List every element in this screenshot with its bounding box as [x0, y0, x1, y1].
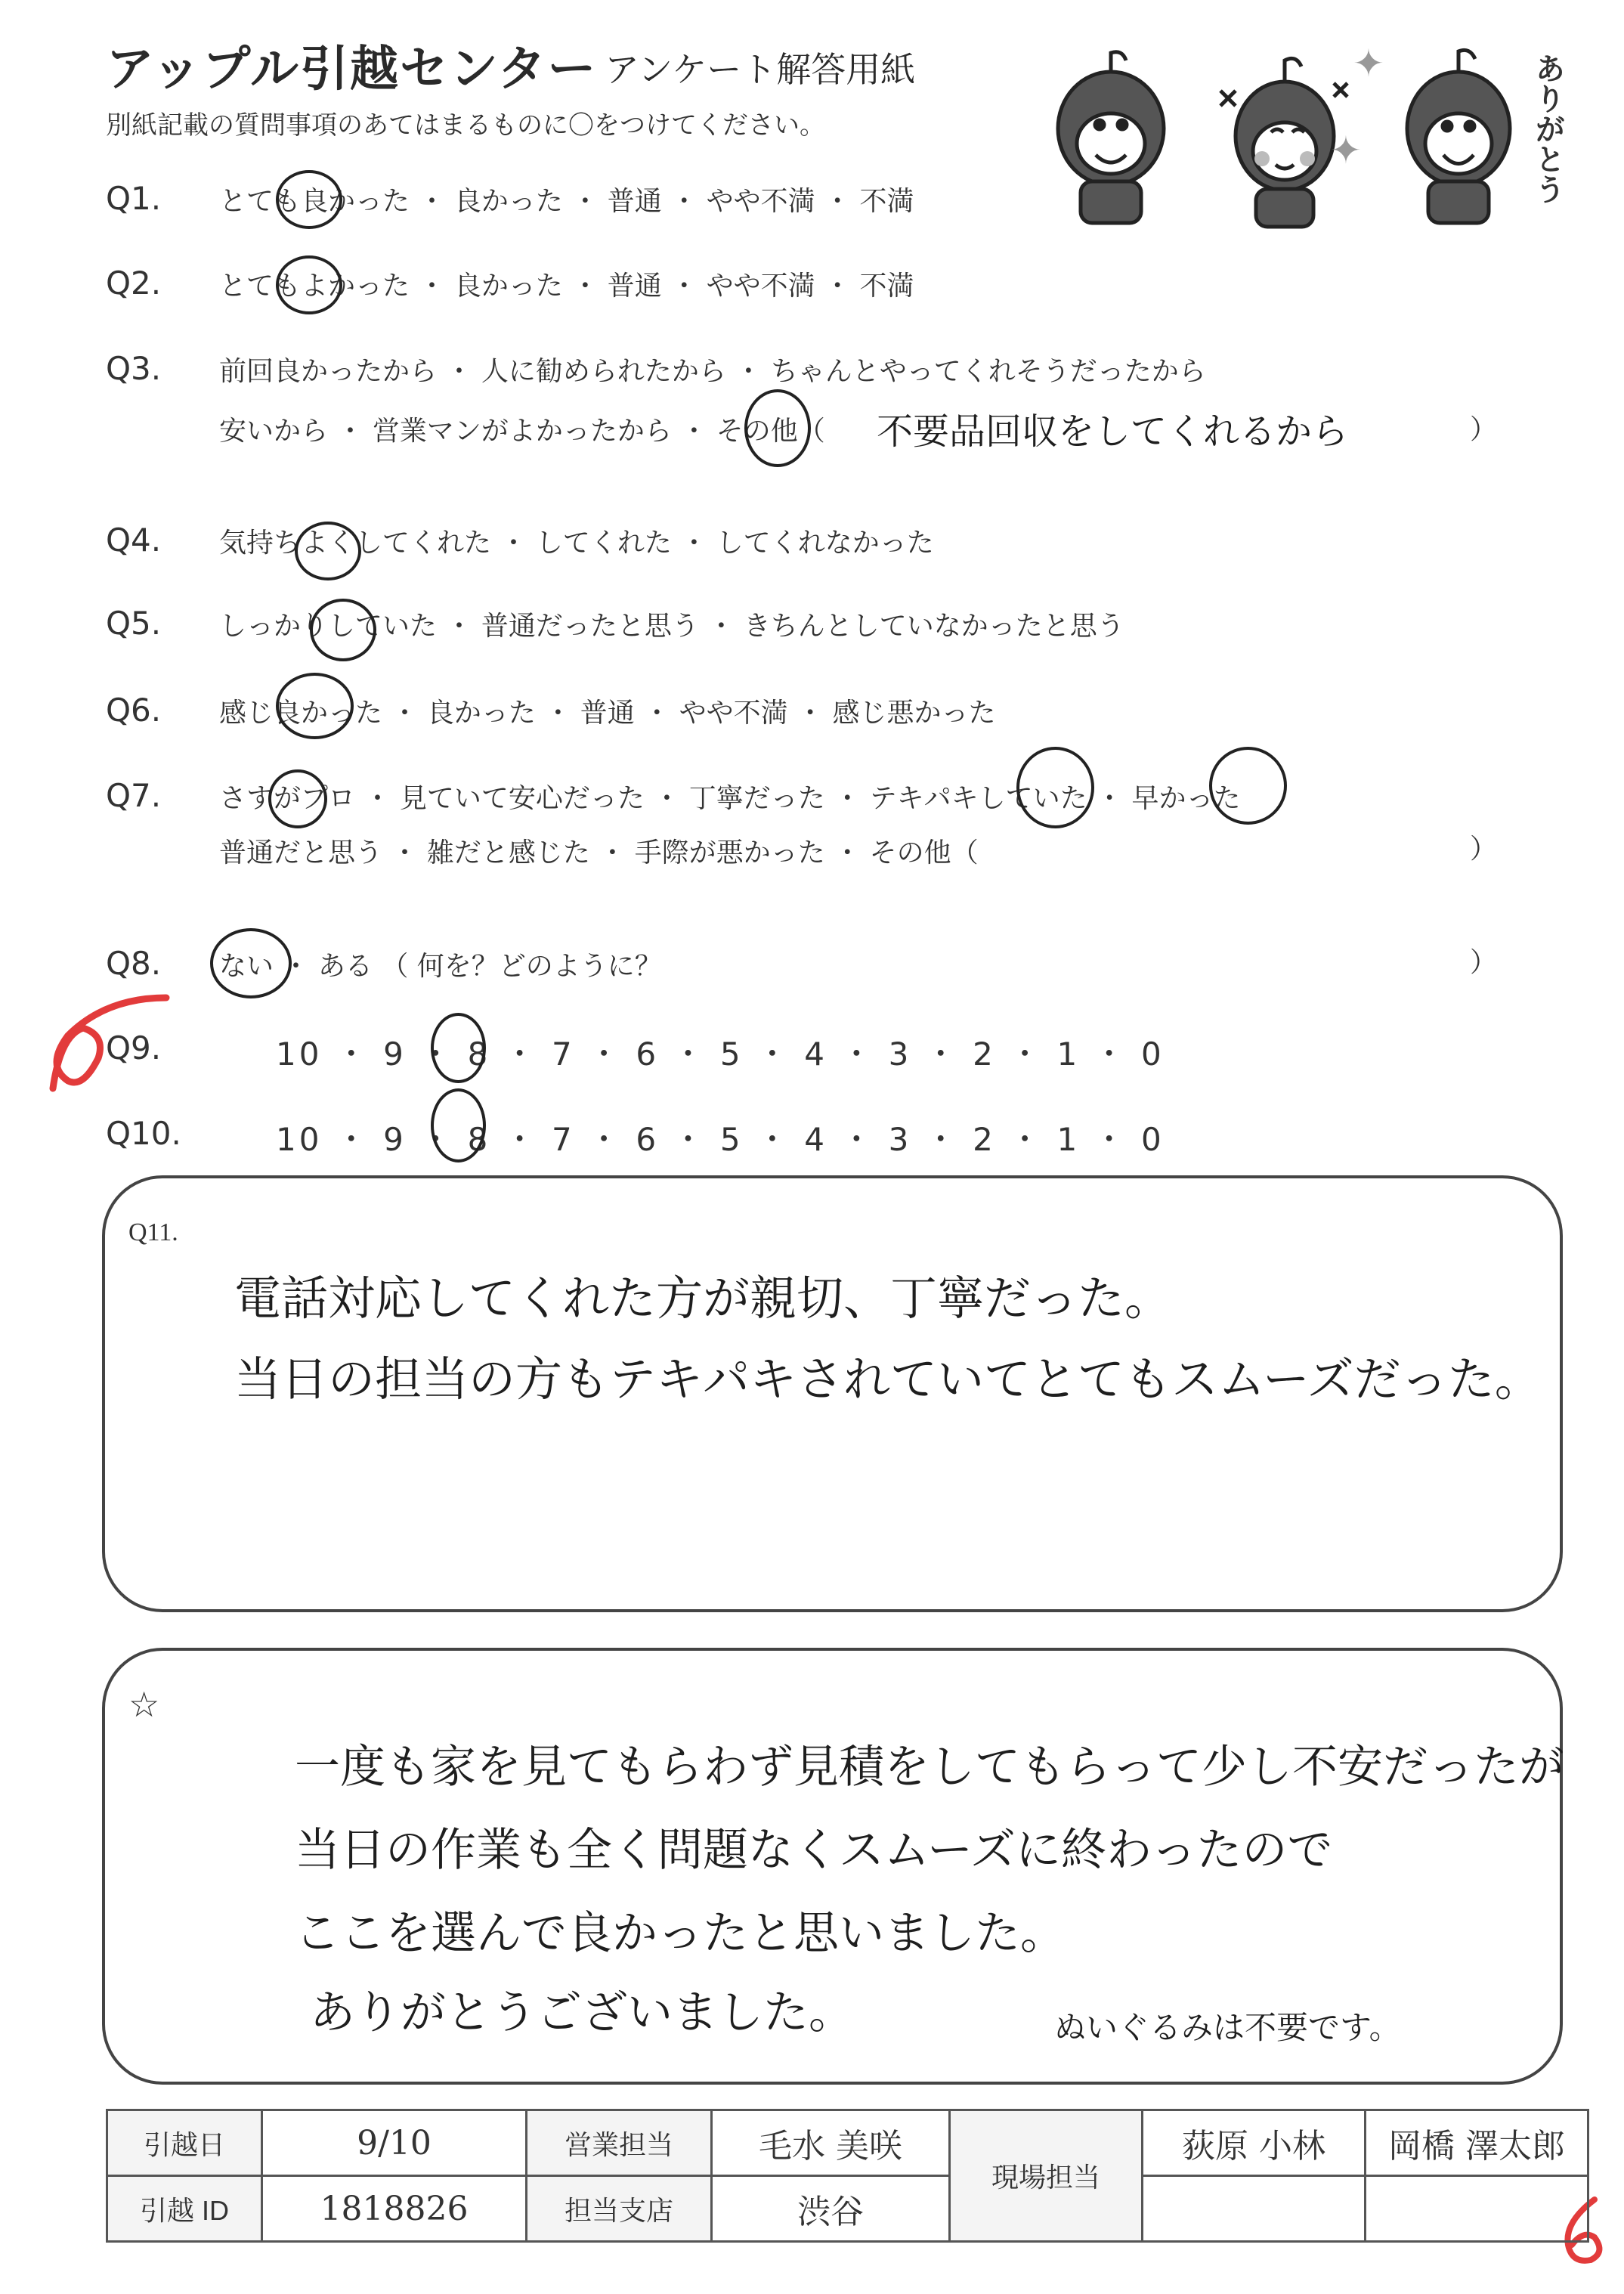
q3-close-paren: ） [1470, 414, 1498, 445]
move-date-label: 引越日 [107, 2110, 262, 2176]
answer-circle [744, 389, 811, 467]
sparkle-icon: ✦ [1330, 128, 1362, 172]
red-check-mark [38, 983, 189, 1104]
answer-circle [1016, 747, 1094, 828]
branch-value: 渋谷 [712, 2176, 950, 2242]
q9-scale: 10 ・ 9 ・ 8 ・ 7 ・ 6 ・ 5 ・ 4 ・ 3 ・ 2 ・ 1 ・ 0 [276, 1036, 1165, 1073]
mascot-thanks-text: ありがとう [1530, 53, 1565, 204]
q3-options-line2: 安いから ・ 営業マンがよかったから ・ その他（ [219, 416, 825, 447]
q10-label: Q10. [106, 1115, 181, 1152]
q1-label: Q1. [106, 180, 162, 217]
q11-handwritten-line1: 電話対応してくれた方が親切、丁寧だった。 [234, 1271, 1172, 1326]
q11-label: Q11. [128, 1218, 178, 1246]
q6-options: 感じ良かった ・ 良かった ・ 普通 ・ やや不満 ・ 感じ悪かった [219, 698, 996, 729]
q8-options: ない ・ ある （ 何を？どのように？ [219, 951, 662, 982]
answer-circle [210, 928, 292, 998]
q5-label: Q5. [106, 605, 162, 642]
q2-label: Q2. [106, 265, 162, 302]
star-icon: ☆ [128, 1684, 160, 1725]
branch-label: 担当支店 [527, 2176, 712, 2242]
site-staff-empty-cell [1143, 2176, 1366, 2242]
answer-circle [276, 170, 342, 229]
q3-handwritten-answer: 不要品回収をしてくれるから [877, 410, 1349, 453]
instruction-text: 別紙記載の質問事項のあてはまるものに〇をつけてください。 [106, 110, 825, 141]
q4-label: Q4. [106, 522, 162, 559]
q7-close-paren: ） [1470, 834, 1498, 865]
q2-options: とてもよかった ・ 良かった ・ 普通 ・ やや不満 ・ 不満 [219, 271, 914, 302]
move-id-label: 引越 ID [107, 2176, 262, 2242]
answer-circle [295, 522, 361, 580]
move-date-value: 9/10 [262, 2110, 527, 2176]
site-staff-label: 現場担当 [950, 2110, 1143, 2242]
q8-label: Q8. [106, 945, 162, 982]
answer-circle [276, 255, 342, 314]
sales-label: 営業担当 [527, 2110, 712, 2176]
star-handwritten-line4: ありがとうございました。 [310, 1986, 854, 2039]
answer-circle [431, 1013, 486, 1083]
star-handwritten-line2: 当日の作業も全く問題なくスムーズに終わったので [295, 1824, 1333, 1877]
q6-label: Q6. [106, 692, 162, 729]
q4-options: 気持ちよくしてくれた ・ してくれた ・ してくれなかった [219, 528, 934, 559]
answer-circle [431, 1088, 486, 1162]
answer-circle [310, 599, 376, 661]
star-handwritten-note: ぬいぐるみは不要です。 [1054, 2009, 1401, 2046]
q7-label: Q7. [106, 777, 162, 814]
move-id-value: 1818826 [262, 2176, 527, 2242]
sales-value: 毛水 美咲 [712, 2110, 950, 2176]
q7-options-line2: 普通だと思う ・ 雑だと感じた ・ 手際が悪かった ・ その他（ [219, 837, 979, 868]
q10-scale: 10 ・ 9 ・ 8 ・ 7 ・ 6 ・ 5 ・ 4 ・ 3 ・ 2 ・ 1 ・ 0 [276, 1121, 1165, 1158]
star-handwritten-line3: ここを選んで良かったと思いました。 [295, 1907, 1066, 1960]
answer-circle [268, 769, 327, 828]
sparkle-icon: ✦ [1353, 42, 1384, 85]
q3-options-line1: 前回良かったから ・ 人に勧められたから ・ ちゃんとやってくれそうだったから [219, 356, 1206, 387]
footer-info-table [106, 2109, 1589, 2243]
mascot-illustration [1035, 38, 1564, 234]
q5-options: しっかりしていた ・ 普通だったと思う ・ きちんとしていなかったと思う [219, 611, 1124, 642]
q3-label: Q3. [106, 350, 162, 387]
q11-handwritten-line2: 当日の担当の方もテキパキされていてとてもスムーズだった。 [234, 1351, 1542, 1407]
site-staff-value-2: 岡橋 澤太郎 [1366, 2110, 1588, 2176]
q9-label: Q9. [106, 1029, 162, 1067]
star-handwritten-line1: 一度も家を見てもらわず見積をしてもらって少し不安だったが [295, 1741, 1564, 1794]
q1-options: とても良かった ・ 良かった ・ 普通 ・ やや不満 ・ 不満 [219, 186, 914, 217]
company-title: アップル引越センター [106, 42, 598, 98]
site-staff-empty-cell [1366, 2176, 1588, 2242]
answer-circle [1209, 747, 1287, 825]
q8-close-paren: ） [1470, 947, 1498, 978]
site-staff-value-1: 荻原 小林 [1143, 2110, 1366, 2176]
form-subtitle: アンケート解答用紙 [605, 49, 916, 90]
answer-circle [276, 673, 354, 739]
q7-options-line1: さすがプロ ・ 見ていて安心だった ・ 丁寧だった ・ テキパキしていた ・ 早かった [219, 783, 1241, 814]
